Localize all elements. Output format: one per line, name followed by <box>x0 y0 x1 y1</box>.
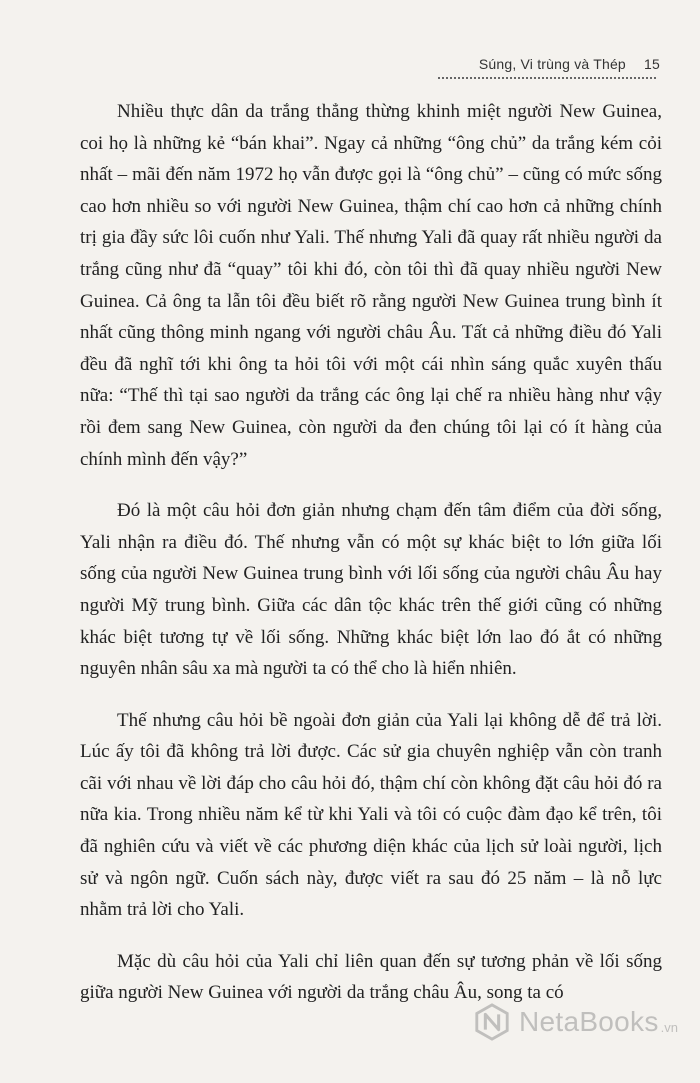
watermark-brand: NetaBooks <box>518 1006 659 1037</box>
paragraph-1: Nhiều thực dân da trắng thẳng thừng khinh miệt người New Guinea, coi họ là những kẻ “bán khai”. Ngay cả những “ông chủ” da trắng kém cỏi nhất – mãi đến năm 1972 họ vẫn được gọi là “ông chủ” – cũng có mức sống cao hơn nhiều so với người New Guinea, thậm chí cao hơn cả những chính trị gia đầy sức lôi cuốn như Yali. Thế nhưng Yali đã quay rất nhiều người da trắng cũng như đã “quay” tôi khi đó, còn tôi thì đã quay nhiều người New Guinea. Cả ông ta lẫn tôi đều biết rõ rằng người New Guinea trung bình ít nhất cũng thông minh ngang với người châu Âu. Tất cả những điều đó Yali đều đã nghĩ tới khi ông ta hỏi tôi với một cái nhìn sáng quắc xuyên thấu nữa: “Thế thì tại sao người da trắng các ông lại chế ra nhiều hàng như vậy rồi đem sang New Guinea, còn người da đen chúng tôi lại có ít hàng của chính mình đến vậy?” <box>80 101 662 470</box>
header-dotted-rule <box>438 77 656 79</box>
watermark-tld: .vn <box>660 1020 678 1035</box>
paragraph-3: Thế nhưng câu hỏi bề ngoài đơn giản của Yali lại không dễ để trả lời. Lúc ấy tôi đã không trả lời được. Các sử gia chuyên nghiệp vẫn còn tranh cãi với nhau về lời đáp cho câu hỏi đó, thậm chí còn không đặt câu hỏi đó ra nữa kia. Trong nhiều năm kể từ khi Yali và tôi có cuộc đàm đạo kể trên, tôi đã nghiên cứu và viết về các phương diện khác của lịch sử loài người, lịch sử và ngôn ngữ. Cuốn sách này, được viết ra sau đó 25 năm – là nỗ lực nhằm trả lời cho Yali. <box>80 709 662 921</box>
netabooks-logo-icon <box>473 1003 511 1041</box>
book-title: Súng, Vi trùng và Thép <box>478 56 626 72</box>
running-header <box>479 56 660 72</box>
paragraph-4: Mặc dù câu hỏi của Yali chỉ liên quan đến sự tương phản về lối sống giữa người New Guinea với người da trắng châu Âu, song ta có <box>80 950 662 1004</box>
body-text <box>80 96 662 1029</box>
paragraph-2: Đó là một câu hỏi đơn giản nhưng chạm đến tâm điểm của đời sống, Yali nhận ra điều đó. Thế nhưng vẫn có một sự khác biệt to lớn giữa lối sống của người New Guinea trung bình với lối sống của người châu Âu hay người Mỹ trung bình. Giữa các dân tộc khác trên thế giới cũng có những khác biệt tương tự về lối sống. Những khác biệt lớn lao đó ắt có những nguyên nhân sâu xa mà người ta có thể cho là hiển nhiên. <box>80 500 662 680</box>
watermark <box>473 1003 678 1041</box>
page-number: 15 <box>644 56 660 72</box>
